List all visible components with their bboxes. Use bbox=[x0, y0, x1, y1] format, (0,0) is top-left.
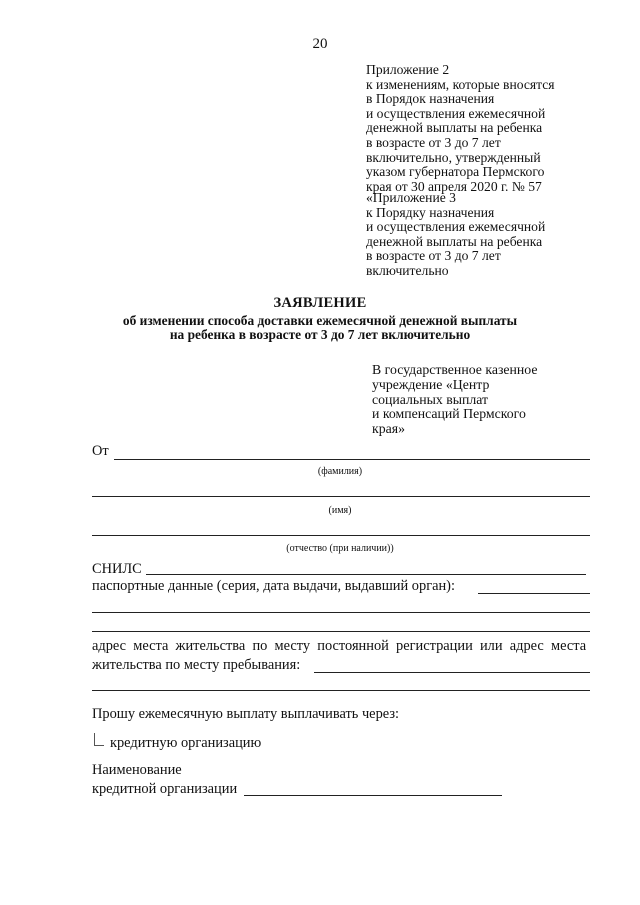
address-label: адрес места жительства по месту постоянной регистрации или адрес места bbox=[92, 638, 587, 654]
passport-field-line-2[interactable] bbox=[92, 612, 590, 613]
address-field[interactable] bbox=[314, 672, 590, 673]
appendix-2-line: указом губернатора Пермского bbox=[366, 164, 545, 180]
checkbox-icon[interactable] bbox=[94, 733, 104, 746]
surname-caption: (фамилия) bbox=[317, 466, 363, 477]
name-caption: (имя) bbox=[328, 505, 352, 516]
appendix-3-line: и осуществления ежемесячной bbox=[366, 219, 546, 235]
snils-label: СНИЛС bbox=[92, 561, 142, 577]
addressee-block bbox=[372, 363, 538, 437]
passport-field[interactable] bbox=[478, 593, 590, 594]
passport-field-line-3[interactable] bbox=[92, 631, 590, 632]
appendix-2-line: и осуществления ежемесячной bbox=[366, 105, 546, 121]
appendix-3-line: к Порядку назначения bbox=[366, 204, 495, 220]
appendix-3-line: «Приложение 3 bbox=[366, 190, 456, 205]
bank-name-label: Наименование bbox=[92, 762, 182, 778]
passport-label: паспортные данные (серия, дата выдачи, выдавший орган): bbox=[92, 578, 455, 594]
appendix-2-line: денежной выплаты на ребенка bbox=[366, 120, 543, 136]
appendix-2-block bbox=[366, 63, 626, 194]
appendix-2-line: в возрасте от 3 до 7 лет bbox=[366, 134, 501, 150]
subtitle-line: на ребенка в возрасте от 3 до 7 лет включительно bbox=[169, 327, 471, 342]
appendix-2-line: края от 30 апреля 2020 г. № 57 bbox=[366, 178, 542, 194]
request-text: Прошу ежемесячную выплату выплачивать через: bbox=[92, 706, 400, 722]
patronymic-field[interactable] bbox=[92, 535, 590, 536]
appendix-2-line: включительно, утвержденный bbox=[366, 149, 541, 165]
from-label: От bbox=[92, 443, 109, 459]
credit-org-option-label: кредитную организацию bbox=[110, 735, 262, 751]
bank-name-field[interactable] bbox=[244, 795, 502, 796]
appendix-2-line: Приложение 2 bbox=[366, 62, 450, 77]
addressee-line: учреждение «Центр bbox=[372, 376, 490, 392]
appendix-3-block bbox=[366, 191, 626, 279]
address-label-continued: жительства по месту пребывания: bbox=[92, 657, 301, 673]
address-field-line-2[interactable] bbox=[92, 690, 590, 691]
appendix-2-line: в Порядок назначения bbox=[366, 91, 495, 107]
document-title: ЗАЯВЛЕНИЕ bbox=[273, 295, 367, 311]
surname-field[interactable] bbox=[114, 459, 590, 460]
appendix-2-line: к изменениям, которые вносятся bbox=[366, 76, 555, 92]
addressee-line: В государственное казенное bbox=[372, 362, 538, 377]
name-field[interactable] bbox=[92, 496, 590, 497]
appendix-3-line: денежной выплаты на ребенка bbox=[366, 233, 543, 249]
addressee-line: социальных выплат bbox=[372, 391, 489, 407]
bank-name-label-continued: кредитной организации bbox=[92, 781, 238, 797]
document-subtitle bbox=[0, 314, 640, 342]
snils-field[interactable] bbox=[146, 574, 586, 575]
page-number: 20 bbox=[312, 36, 328, 52]
addressee-line: края» bbox=[372, 421, 405, 437]
appendix-3-line: в возрасте от 3 до 7 лет bbox=[366, 248, 501, 264]
patronymic-caption: (отчество (при наличии)) bbox=[286, 543, 394, 554]
appendix-3-line: включительно bbox=[366, 262, 449, 278]
addressee-line: и компенсаций Пермского bbox=[372, 406, 526, 422]
subtitle-line: об изменении способа доставки ежемесячной денежной выплаты bbox=[122, 313, 518, 328]
